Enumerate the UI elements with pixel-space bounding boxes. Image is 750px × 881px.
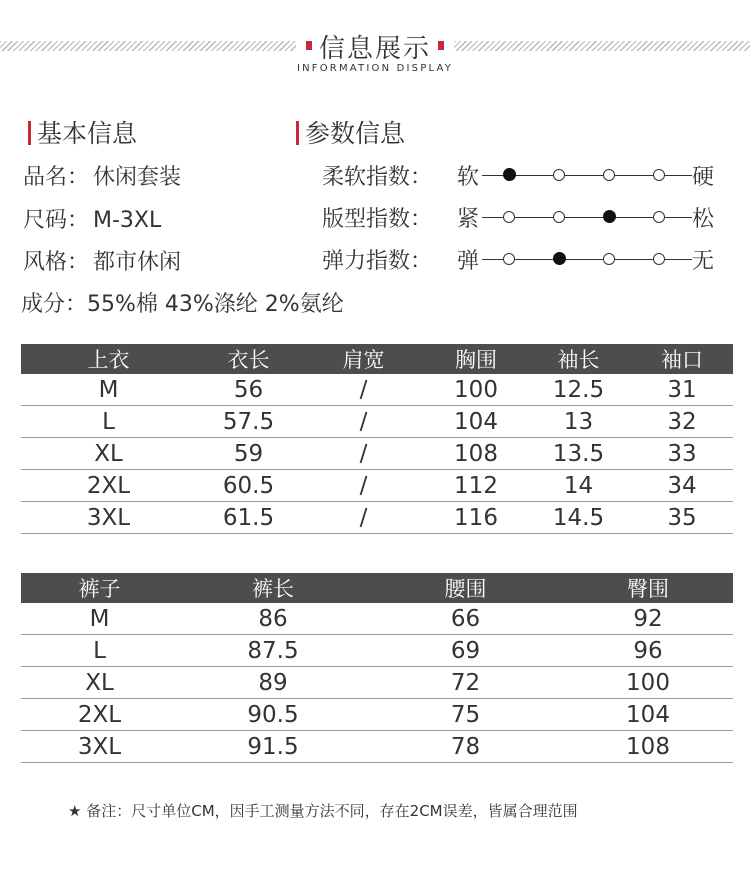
- page-subtitle: INFORMATION DISPLAY: [296, 63, 454, 74]
- table-cell: 75: [368, 699, 563, 731]
- table-cell: 12.5: [526, 374, 631, 406]
- param-high-label: 无: [692, 249, 715, 274]
- scale-dot-selected: [553, 252, 566, 265]
- info-value: M-3XL: [93, 208, 162, 233]
- scale-dot: [553, 169, 565, 181]
- table-cell: 69: [368, 635, 563, 667]
- table-cell: 32: [631, 406, 733, 438]
- params-heading-text: 参数信息: [305, 119, 406, 148]
- param-label: 柔软指数：: [322, 165, 433, 190]
- table-cell: 116: [426, 502, 526, 534]
- table-cell: 13: [526, 406, 631, 438]
- param-label: 弹力指数：: [322, 249, 433, 274]
- table-cell: 91.5: [178, 731, 368, 763]
- table-cell: 108: [426, 438, 526, 470]
- table-header-row: [21, 573, 733, 603]
- table-cell: 61.5: [196, 502, 301, 534]
- table-row: [21, 731, 733, 763]
- param-elasticity: [322, 244, 742, 274]
- param-high-label: 松: [692, 207, 715, 232]
- params-heading: [296, 114, 405, 150]
- param-label: 版型指数：: [322, 207, 433, 232]
- table-cell: M: [21, 603, 178, 635]
- param-softness: [322, 160, 742, 190]
- info-size: [23, 203, 161, 234]
- table-header-cell: 腰围: [368, 573, 563, 603]
- table-cell: 87.5: [178, 635, 368, 667]
- table-cell: L: [21, 406, 196, 438]
- table-cell: 57.5: [196, 406, 301, 438]
- scale-dot-selected: [603, 210, 616, 223]
- table-cell: 100: [426, 374, 526, 406]
- scale-dot: [603, 169, 615, 181]
- scale-dot: [553, 211, 565, 223]
- table-row: [21, 603, 733, 635]
- scale-dot-selected: [503, 168, 516, 181]
- table-row: [21, 406, 733, 438]
- info-label: 品名：: [23, 165, 90, 190]
- table-cell: 112: [426, 470, 526, 502]
- info-style: [23, 245, 181, 276]
- table-header-cell: 臀围: [563, 573, 733, 603]
- table-cell: /: [301, 502, 426, 534]
- table-header-cell: 裤长: [178, 573, 368, 603]
- table-cell: 35: [631, 502, 733, 534]
- table-header-cell: 衣长: [196, 344, 301, 374]
- table-cell: 13.5: [526, 438, 631, 470]
- info-label: 尺码：: [23, 208, 90, 233]
- table-cell: 2XL: [21, 470, 196, 502]
- table-row: [21, 438, 733, 470]
- heading-accent-bar: [28, 121, 31, 145]
- scale-dot: [653, 211, 665, 223]
- table-cell: 104: [563, 699, 733, 731]
- star-icon: ★: [68, 802, 82, 820]
- info-composition: [21, 287, 344, 318]
- scale-dot: [503, 211, 515, 223]
- top-size-table: [21, 344, 733, 534]
- composition-label: 成分：: [21, 292, 88, 317]
- heading-accent-bar: [296, 121, 299, 145]
- table-cell: 34: [631, 470, 733, 502]
- table-cell: /: [301, 406, 426, 438]
- pants-size-table: [21, 573, 733, 763]
- size-note: [68, 800, 578, 821]
- info-name: [23, 160, 181, 191]
- page-title: 信息展示: [318, 34, 431, 64]
- table-header-row: [21, 344, 733, 374]
- table-cell: 86: [178, 603, 368, 635]
- table-cell: 66: [368, 603, 563, 635]
- table-header-cell: 上衣: [21, 344, 196, 374]
- table-header-cell: 裤子: [21, 573, 178, 603]
- table-row: [21, 502, 733, 534]
- table-cell: /: [301, 438, 426, 470]
- table-row: [21, 635, 733, 667]
- table-cell: /: [301, 374, 426, 406]
- info-value: 休闲套装: [93, 165, 182, 190]
- table-cell: 89: [178, 667, 368, 699]
- table-cell: M: [21, 374, 196, 406]
- table-row: [21, 374, 733, 406]
- param-fit: [322, 202, 742, 232]
- param-high-label: 硬: [692, 165, 715, 190]
- scale-dot: [503, 253, 515, 265]
- table-cell: 14: [526, 470, 631, 502]
- table-cell: 14.5: [526, 502, 631, 534]
- table-cell: 108: [563, 731, 733, 763]
- table-cell: 59: [196, 438, 301, 470]
- table-cell: XL: [21, 438, 196, 470]
- table-cell: 33: [631, 438, 733, 470]
- table-cell: 2XL: [21, 699, 178, 731]
- table-cell: 56: [196, 374, 301, 406]
- basic-info-heading-text: 基本信息: [37, 119, 138, 148]
- param-low-label: 软: [457, 165, 480, 190]
- table-cell: 3XL: [21, 731, 178, 763]
- table-cell: 72: [368, 667, 563, 699]
- table-cell: L: [21, 635, 178, 667]
- table-cell: 78: [368, 731, 563, 763]
- table-row: [21, 699, 733, 731]
- table-cell: 92: [563, 603, 733, 635]
- table-cell: 100: [563, 667, 733, 699]
- table-header-cell: 袖长: [526, 344, 631, 374]
- table-cell: 31: [631, 374, 733, 406]
- param-low-label: 弹: [457, 249, 480, 274]
- table-cell: 3XL: [21, 502, 196, 534]
- info-value: 都市休闲: [93, 250, 182, 275]
- basic-info-heading: [28, 114, 137, 150]
- note-text: 备注：尺寸单位CM，因手工测量方法不同，存在2CM误差，皆属合理范围: [86, 802, 578, 820]
- table-header-cell: 肩宽: [301, 344, 426, 374]
- table-cell: 96: [563, 635, 733, 667]
- scale-dot: [603, 253, 615, 265]
- composition-value: 55%棉 43%涤纶 2%氨纶: [87, 292, 344, 317]
- table-header-cell: 胸围: [426, 344, 526, 374]
- param-low-label: 紧: [457, 207, 480, 232]
- table-row: [21, 470, 733, 502]
- table-header-cell: 袖口: [631, 344, 733, 374]
- table-cell: /: [301, 470, 426, 502]
- table-cell: XL: [21, 667, 178, 699]
- table-cell: 104: [426, 406, 526, 438]
- table-cell: 90.5: [178, 699, 368, 731]
- scale-dot: [653, 169, 665, 181]
- table-row: [21, 667, 733, 699]
- info-label: 风格：: [23, 250, 90, 275]
- table-cell: 60.5: [196, 470, 301, 502]
- scale-dot: [653, 253, 665, 265]
